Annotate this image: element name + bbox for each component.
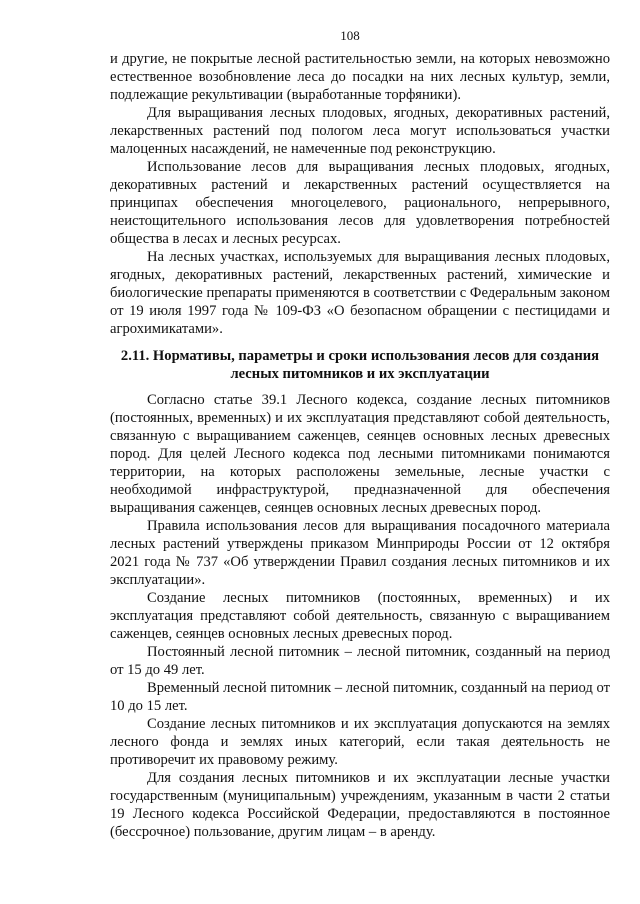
paragraph-land-categories: Создание лесных питомников и их эксплуатация допускаются на землях лесного фонда и землях иных категорий, если такая деятельность не противоречит их правовому режиму.: [110, 716, 610, 768]
paragraph-permanent-nursery: Постоянный лесной питомник – лесной питомник, созданный на период от 15 до 49 лет.: [110, 644, 610, 678]
document-page: [110, 28, 610, 841]
paragraph-pesticides: На лесных участках, используемых для выращивания лесных плодовых, ягодных, декоративных растений, лекарственных растений, химические и биологические препараты применяются в соответствии с Федеральным законом от 19 июля 1997 года № 109-ФЗ «О безопасном обращении с пестицидами и агрохимикатами».: [110, 249, 610, 337]
section-heading-line-2: лесных питомников и их эксплуатации: [230, 366, 490, 382]
section-heading: [110, 347, 610, 383]
paragraph-article-39-1: Согласно статье 39.1 Лесного кодекса, создание лесных питомников (постоянных, временных) и их эксплуатация представляют собой деятельность, связанную с выращиванием саженцев, сеянцев основных лесных древесных пород. Для целей Лесного кодекса под лесными питомниками понимаются территории, на которых расположены земельные, лесные участки с необходимой инфраструктурой, предназначенной для обеспечения выращивания саженцев, сеянцев основных лесных древесных пород.: [110, 392, 610, 516]
paragraph-use-principles: Использование лесов для выращивания лесных плодовых, ягодных, декоративных растений и лекарственных растений осуществляется на принципах обеспечения многоцелевого, рационального, непрерывного, неистощительного использования лесов для удовлетворения потребностей общества в лесах и лесных ресурсах.: [110, 159, 610, 247]
paragraph-rules-order: Правила использования лесов для выращивания посадочного материала лесных растений утверждены приказом Минприроды России от 12 октября 2021 года № 737 «Об утверждении Правил создания лесных питомников и их эксплуатации».: [110, 518, 610, 588]
paragraph-nursery-activity: Создание лесных питомников (постоянных, временных) и их эксплуатация представляют собой деятельность, связанную с выращиванием саженцев, сеянцев основных лесных древесных пород.: [110, 590, 610, 642]
paragraph-understory-plots: Для выращивания лесных плодовых, ягодных, декоративных растений, лекарственных растений под пологом леса могут использоваться участки малоценных насаждений, не намеченные под реконструкцию.: [110, 105, 610, 157]
paragraph-continuation: и другие, не покрытые лесной растительностью земли, на которых невозможно естественное возобновление леса до посадки на них лесных культур, земли, подлежащие рекультивации (выработанные торфяники).: [110, 51, 610, 103]
page-number: 108: [340, 28, 360, 43]
section-heading-line-1: 2.11. Нормативы, параметры и сроки использования лесов для создания: [120, 348, 600, 364]
paragraph-land-provision: Для создания лесных питомников и их эксплуатации лесные участки государственным (муниципальным) учреждениям, указанным в части 2 статьи 19 Лесного кодекса Российской Федерации, предоставляются в постоянное (бессрочное) пользование, другим лицам – в аренду.: [110, 770, 610, 840]
paragraph-temporary-nursery: Временный лесной питомник – лесной питомник, созданный на период от 10 до 15 лет.: [110, 680, 610, 714]
